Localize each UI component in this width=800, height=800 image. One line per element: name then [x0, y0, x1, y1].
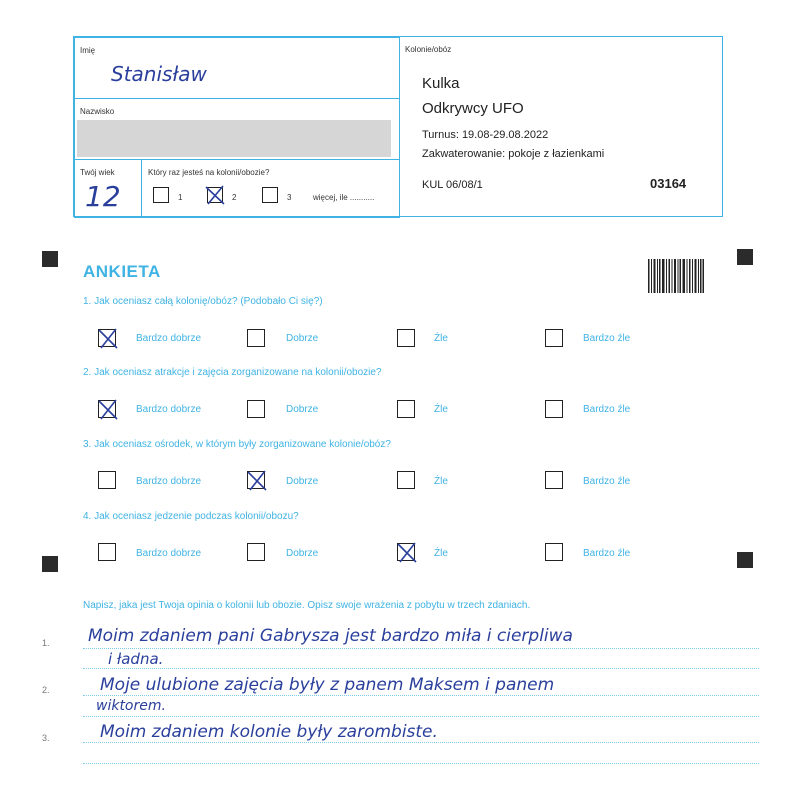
opinion-line-2-number: 2. — [42, 685, 50, 695]
times-checkbox-3[interactable] — [262, 187, 278, 203]
survey-title: ANKIETA — [83, 262, 161, 281]
times-option-1: 1 — [178, 193, 183, 202]
q3-option-bardzo-zle-label: Bardzo źle — [583, 476, 631, 487]
q4-option-zle-checkbox[interactable] — [397, 543, 415, 561]
camp-label: Kolonie/obóz — [405, 45, 452, 54]
times-checkbox-2[interactable] — [207, 187, 223, 203]
opinion-line-2-text[interactable]: Moje ulubione zajęcia były z panem Maksem i panem — [100, 675, 555, 695]
q3-option-bardzo-dobrze-label: Bardzo dobrze — [136, 476, 202, 487]
camp-code: KUL 06/08/1 — [422, 179, 483, 191]
age-cell — [74, 159, 142, 218]
opinion-line-1-text[interactable]: Moim zdaniem pani Gabrysza jest bardzo miła i cierpliwa — [88, 626, 573, 646]
header-box — [73, 36, 723, 217]
q2-option-dobrze-checkbox[interactable] — [247, 400, 265, 418]
q2-option-zle-checkbox[interactable] — [397, 400, 415, 418]
q3-option-dobrze-checkbox[interactable] — [247, 471, 265, 489]
check-mark-icon — [395, 541, 419, 565]
question-1-text: 1. Jak oceniasz całą kolonię/obóz? (Podobało Ci się?) — [83, 296, 323, 307]
name-cell — [74, 37, 400, 99]
q3-option-bardzo-dobrze-checkbox[interactable] — [98, 471, 116, 489]
opinion-line-3-text[interactable]: Moim zdaniem kolonie były zarombiste. — [100, 722, 438, 742]
accommodation: Zakwaterowanie: pokoje z łazienkami — [422, 148, 605, 160]
q2-option-zle-label: Źle — [434, 404, 448, 415]
check-mark-icon — [96, 327, 120, 351]
q4-option-zle-label: Źle — [434, 548, 448, 559]
registration-mark-top-right — [737, 249, 753, 265]
q4-option-bardzo-dobrze-checkbox[interactable] — [98, 543, 116, 561]
question-4-text: 4. Jak oceniasz jedzenie podczas kolonii/obozu? — [83, 511, 299, 522]
camp-name: Kulka — [422, 75, 460, 92]
q2-option-bardzo-zle-label: Bardzo źle — [583, 404, 631, 415]
name-label: Imię — [80, 46, 96, 55]
q4-option-dobrze-label: Dobrze — [286, 548, 319, 559]
q4-option-bardzo-zle-label: Bardzo źle — [583, 548, 631, 559]
dotted-line — [83, 668, 759, 669]
surname-redaction — [77, 120, 391, 157]
opinion-line-1-number: 1. — [42, 638, 50, 648]
dotted-line — [83, 742, 759, 743]
dotted-line — [83, 695, 759, 696]
q3-option-dobrze-label: Dobrze — [286, 476, 319, 487]
q2-option-bardzo-dobrze-label: Bardzo dobrze — [136, 404, 202, 415]
opinion-line-2-continuation[interactable]: wiktorem. — [96, 698, 166, 714]
registration-mark-bottom-right — [737, 552, 753, 568]
q1-option-bardzo-dobrze-checkbox[interactable] — [98, 329, 116, 347]
q1-option-zle-checkbox[interactable] — [397, 329, 415, 347]
q1-option-dobrze-label: Dobrze — [286, 333, 319, 344]
dotted-line — [83, 648, 759, 649]
q3-option-bardzo-zle-checkbox[interactable] — [545, 471, 563, 489]
times-label: Który raz jesteś na kolonii/obozie? — [148, 168, 270, 177]
q3-option-zle-label: Źle — [434, 476, 448, 487]
registration-mark-top-left — [42, 251, 58, 267]
q1-option-zle-label: Źle — [434, 333, 448, 344]
q2-option-dobrze-label: Dobrze — [286, 404, 319, 415]
q4-option-bardzo-zle-checkbox[interactable] — [545, 543, 563, 561]
age-value[interactable]: 12 — [85, 180, 121, 213]
times-option-3: 3 — [287, 193, 292, 202]
check-mark-icon — [204, 184, 226, 206]
q1-option-dobrze-checkbox[interactable] — [247, 329, 265, 347]
q3-option-zle-checkbox[interactable] — [397, 471, 415, 489]
times-cell — [141, 159, 400, 218]
age-label: Twój wiek — [80, 168, 115, 177]
check-mark-icon — [245, 469, 269, 493]
camp-program: Odkrywcy UFO — [422, 100, 524, 117]
opinion-line-3-number: 3. — [42, 733, 50, 743]
q1-option-bardzo-dobrze-label: Bardzo dobrze — [136, 333, 202, 344]
opinion-prompt: Napisz, jaka jest Twoja opinia o kolonii lub obozie. Opisz swoje wrażenia z pobytu w trzech zdaniach. — [83, 600, 531, 611]
form-number: 03164 — [650, 176, 687, 191]
surname-cell — [74, 98, 400, 160]
dotted-line — [83, 763, 759, 764]
name-value[interactable]: Stanisław — [111, 62, 207, 86]
surname-label: Nazwisko — [80, 107, 115, 116]
q4-option-bardzo-dobrze-label: Bardzo dobrze — [136, 548, 202, 559]
q4-option-dobrze-checkbox[interactable] — [247, 543, 265, 561]
q2-option-bardzo-zle-checkbox[interactable] — [545, 400, 563, 418]
turnus: Turnus: 19.08-29.08.2022 — [422, 129, 549, 141]
times-option-2: 2 — [232, 193, 237, 202]
opinion-line-1-continuation[interactable]: i ładna. — [108, 650, 164, 668]
times-more-label: więcej, ile ........... — [313, 193, 375, 202]
q1-option-bardzo-zle-label: Bardzo źle — [583, 333, 631, 344]
times-checkbox-1[interactable] — [153, 187, 169, 203]
dotted-line — [83, 716, 759, 717]
question-2-text: 2. Jak oceniasz atrakcje i zajęcia zorganizowane na kolonii/obozie? — [83, 367, 382, 378]
q2-option-bardzo-dobrze-checkbox[interactable] — [98, 400, 116, 418]
check-mark-icon — [96, 398, 120, 422]
barcode — [648, 259, 704, 293]
registration-mark-bottom-left — [42, 556, 58, 572]
q1-option-bardzo-zle-checkbox[interactable] — [545, 329, 563, 347]
question-3-text: 3. Jak oceniasz ośrodek, w którym były zorganizowane kolonie/obóz? — [83, 439, 391, 450]
